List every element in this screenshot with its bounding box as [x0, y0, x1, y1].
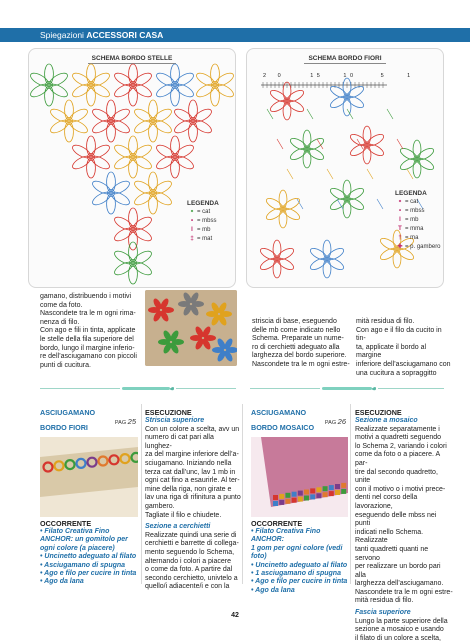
star-motif [113, 208, 154, 250]
mosaic-square [273, 495, 278, 500]
schema-stelle-title: SCHEMA BORDO STELLE [29, 55, 235, 64]
card2-title-line1: ASCIUGAMANO [251, 408, 307, 417]
star-motif [49, 100, 90, 142]
column-separator [141, 404, 142, 584]
row-numbers: 2 0 1 5 1 0 5 1 [263, 73, 412, 79]
card1-photo [40, 437, 138, 517]
card2-title-line2: BORDO MOSAICO [251, 423, 315, 432]
legend-row-4: † = ma [398, 235, 419, 241]
legend-title: LEGENDA [187, 200, 219, 207]
legend-row-2: I = mb [399, 217, 419, 223]
mosaic-square [285, 499, 290, 504]
legend-row-0: ⚬ = cat [397, 199, 419, 205]
occ-item: • Uncinetto adeguato al filato [251, 561, 348, 569]
star-chart-diagram [29, 49, 235, 287]
esecuzione2-sub1: Sezione a mosaico [355, 417, 418, 424]
star-motif [265, 190, 302, 228]
mosaic-square [329, 491, 334, 496]
star-motif [29, 64, 69, 106]
chain-stroke [287, 169, 293, 179]
mosaic-square [304, 496, 309, 501]
esecuzione2-title: ESECUZIONE [355, 408, 402, 417]
column-separator [242, 404, 243, 584]
mosaic-square [341, 489, 346, 494]
chain-stroke [277, 139, 283, 149]
star-motif [399, 140, 436, 178]
mosaic-square [335, 490, 340, 495]
section-header [0, 28, 470, 42]
star-motif [195, 64, 235, 106]
asciugamano-bordo-fiori-card [40, 408, 138, 587]
schema-bordo-fiori-panel [246, 48, 444, 288]
header-section: Spiegazioni [40, 30, 84, 40]
card1-title-row [40, 417, 138, 435]
divider-left-b [176, 388, 236, 389]
esecuzione1-column: ESECUZIONE Striscia superiore Con un colore a scelta, avv un numero di cat pari alla lunghez- za del margine inferiore dell’a- sciugamano. Iniziando nella terza cat dall’unc, lav 1 mb in ogni cat fino a esaurirle. Al ter- mine della riga, non girate e lav una riga di rifinitura a punto gambero. Tagliate il filo e chiudete. Sezione a cerchietti Realizzate quindi una serie di cerchietti e barrette di collega- mento seguendo lo Schema, alternando i colori a piacere o come da foto. A partire dal secondo cerchietto, univtelo a quello/i adiacente/i e con la [145, 408, 241, 591]
esecuzione1-sub2: Sezione a cerchietti [145, 523, 211, 531]
chain-stroke [267, 109, 273, 119]
mosaic-square [335, 484, 340, 489]
occ-item: ogni colore (a piacere) [40, 544, 115, 552]
occ-item: • Ago da lana [251, 586, 295, 594]
star-motif [349, 126, 386, 164]
star-motif [113, 242, 154, 284]
mosaic-square [273, 501, 278, 506]
mosaic-square [310, 494, 315, 499]
card1-page-ref: PAG 25 [114, 417, 136, 426]
card2-page-ref: PAG 26 [324, 417, 346, 426]
star-border-photo [145, 290, 237, 366]
legend-row-3: ‡ = mat [190, 236, 213, 242]
mosaic-square [285, 493, 290, 498]
star-motif [173, 100, 214, 142]
occ-item: • Ago da lana [40, 578, 84, 586]
mosaic-square [323, 486, 328, 491]
star-motif [329, 180, 366, 218]
divider-left-a [40, 388, 120, 389]
mosaic-square [316, 487, 321, 492]
crochet-hook-icon [120, 382, 176, 394]
divider-right-b [378, 388, 444, 389]
crochet-hook-icon [320, 382, 378, 394]
star-motif [133, 172, 174, 214]
occ-item: • Filato Creativa Fino [40, 528, 110, 535]
occ-item: • Ago e filo per cucire in tinta [40, 570, 137, 578]
legend-stelle [187, 199, 219, 244]
card1-title-line2: BORDO FIORI [40, 423, 88, 432]
page-number: 42 [231, 612, 239, 619]
chain-stroke [377, 199, 383, 209]
legend-row-3: T = mma [398, 226, 424, 232]
star-motif [155, 136, 196, 178]
card1-occorrente-title: OCCORRENTE [40, 519, 92, 528]
chain-stroke [407, 169, 413, 179]
esecuzione1-sub1: Striscia superiore [145, 417, 205, 424]
mosaic-square [292, 498, 297, 503]
esecuzione2-column: ESECUZIONE Sezione a mosaico Realizzate separatamente i motivi a quadretti seguendo lo Schema 2, variando i colori come da foto o a piacere. A par- tire dal secondo quadretto, unite con il motivo o i motivi prece- denti nel corso della lavorazione, eseguendo delle mbss nei punti indicati nello Schema. Realizzate tanti quadretti quanti ne servono per realizzare un bordo pari alla larghezza dell’asciugamano. Nascondete tra le m ogni estre- mità residua di filo. Fascia superiore Lungo la parte superiore della sezione a mosaico e usando il filato di un colore a scelta, [355, 408, 453, 642]
mid-text-col1: gamano, distribuendo i motivi come da foto. Nascondete tra le m ogni rima- nenza di filo. Con ago e fili in tinta, applicate le stelle della fila superiore del bordo, lungo il margine inferio- re dell’asciugamano con piccoli punti di cucitura. [40, 293, 137, 369]
mosaic-square [316, 493, 321, 498]
occ-item: • 1 asciugamano di spugna [251, 570, 341, 578]
mosaic-square [298, 497, 303, 502]
mosaic-square [310, 488, 315, 493]
mosaic-square [329, 485, 334, 490]
star-motif [91, 100, 132, 142]
star-motif [155, 64, 196, 106]
star-motif [71, 136, 112, 178]
card2-occorrente-title: OCCORRENTE [251, 519, 303, 528]
card2-title-row [251, 417, 348, 435]
divider-right-a [250, 388, 320, 389]
card1-occorrente-list [40, 528, 138, 587]
occ-item: • Asciugamano di spugna [40, 561, 126, 569]
legend-row-1: • = mbss [398, 208, 425, 214]
mosaic-square [292, 492, 297, 497]
occ-item: ANCHOR: un gomitolo per [40, 536, 128, 544]
chain-stroke [367, 169, 373, 179]
legend-row-2: I = mb [191, 227, 211, 233]
chain-stroke [397, 139, 403, 149]
legend-row-5: ✚ = p. gambero [397, 244, 441, 250]
star-motif [91, 172, 132, 214]
esecuzione2-sub2: Fascia superiore [355, 609, 411, 617]
star-motif [259, 240, 296, 278]
occ-item: • Uncinetto adeguato al filato [40, 553, 137, 561]
mosaic-square [323, 492, 328, 497]
occ-item: • Filato Creativa Fino ANCHOR: [251, 528, 321, 544]
card1-title-line1: ASCIUGAMANO [40, 408, 96, 417]
asciugamano-bordo-mosaico-card [251, 408, 348, 595]
card2-photo [251, 437, 348, 517]
star-motif [133, 100, 174, 142]
mosaic-square [341, 483, 346, 488]
mosaic-square [279, 494, 284, 499]
mosaic-square [279, 500, 284, 505]
column-separator [350, 404, 351, 584]
occ-item: • Ago e filo per cucire in tinta [251, 578, 348, 586]
legend-fiori [395, 189, 441, 252]
star-motif [289, 130, 326, 168]
mid-text-col3: striscia di base, eseguendo delle mb come indicato nello Schema. Preparate un nume- ro di cerchietti adeguato alla larghezza del bordo superiore. Nascondete tra le m ogni estre- [252, 318, 350, 368]
star-motif [113, 64, 154, 106]
card2-occorrente-list [251, 528, 348, 595]
occ-item: 1 gom per ogni colore (vedi [251, 544, 343, 552]
mosaic-square [298, 491, 303, 496]
card1-photo-art [40, 437, 138, 517]
card2-photo-art [251, 437, 348, 517]
star-motif [113, 136, 154, 178]
star-motif [309, 240, 346, 278]
schema-bordo-stelle-panel [28, 48, 236, 288]
chain-stroke [347, 109, 353, 119]
legend-row-1: • = mbss [190, 218, 217, 224]
header-title: ACCESSORI CASA [86, 30, 164, 40]
occ-item: foto) [251, 553, 267, 561]
star-border-photo-art [145, 290, 237, 366]
schema-fiori-title: SCHEMA BORDO FIORI [247, 55, 443, 64]
chain-stroke [327, 169, 333, 179]
legend-row-0: ⚬ = cat [189, 209, 211, 215]
chain-stroke [307, 109, 313, 119]
mid-text-col4: mità residua di filo. Con ago e il filo da cucito in tin- ta, applicate il bordo al margine inferiore dell’asciugamano con una cucitura a sopraggitto [356, 318, 451, 377]
legend-title: LEGENDA [395, 190, 427, 197]
star-motif [71, 64, 112, 106]
header-text [40, 28, 163, 42]
mosaic-square [304, 490, 309, 495]
chain-stroke [387, 109, 393, 119]
esecuzione1-title: ESECUZIONE [145, 408, 192, 417]
